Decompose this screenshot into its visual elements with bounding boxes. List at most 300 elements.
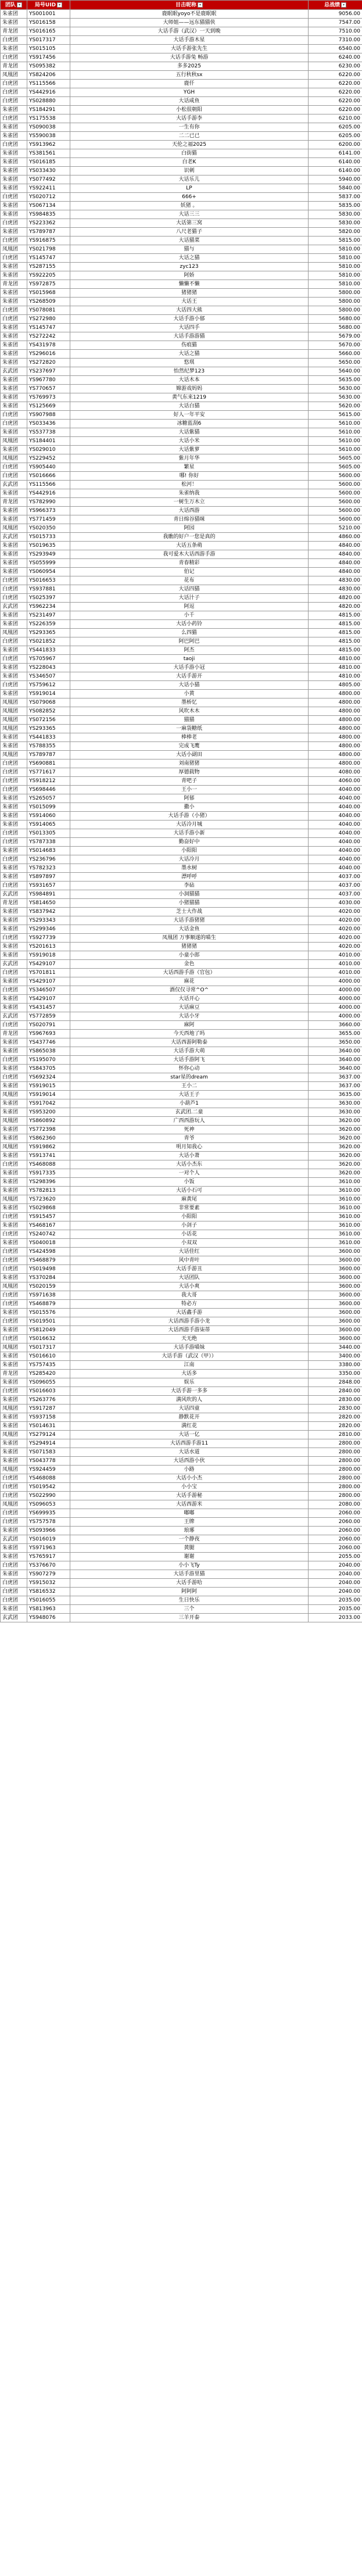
cell-score[interactable]: 3635.00 <box>309 1091 362 1099</box>
cell-score[interactable]: 2035.00 <box>309 1596 362 1605</box>
cell-team[interactable]: 白虎团 <box>1 141 27 149</box>
cell-name[interactable]: 小葫芦1 <box>70 1099 309 1108</box>
cell-team[interactable]: 朱雀团 <box>1 393 27 402</box>
table-row[interactable] <box>1 158 362 167</box>
cell-score[interactable]: 4040.00 <box>309 838 362 847</box>
cell-team[interactable]: 朱雀团 <box>1 672 27 681</box>
cell-id[interactable]: YS272242 <box>27 332 70 341</box>
cell-name[interactable]: 大话四童 <box>70 1405 309 1413</box>
table-row[interactable] <box>1 829 362 838</box>
cell-score[interactable]: 2080.00 <box>309 1500 362 1509</box>
table-row[interactable] <box>1 1387 362 1396</box>
cell-team[interactable]: 朱雀团 <box>1 1239 27 1248</box>
table-row[interactable] <box>1 1030 362 1038</box>
table-row[interactable] <box>1 27 362 36</box>
cell-team[interactable]: 朱雀团 <box>1 620 27 629</box>
cell-score[interactable]: 3637.00 <box>309 1082 362 1091</box>
table-row[interactable] <box>1 786 362 794</box>
cell-name[interactable]: 非常要素 <box>70 1204 309 1213</box>
cell-id[interactable]: YS967780 <box>27 376 70 385</box>
cell-id[interactable]: YS381561 <box>27 149 70 158</box>
cell-name[interactable]: 大话西游小伙 <box>70 1457 309 1466</box>
cell-id[interactable]: YS017317 <box>27 36 70 45</box>
cell-score[interactable]: 4020.00 <box>309 925 362 934</box>
cell-score[interactable]: 2800.00 <box>309 1457 362 1466</box>
cell-id[interactable]: YS984891 <box>27 890 70 899</box>
table-row[interactable] <box>1 367 362 376</box>
cell-id[interactable]: YS468879 <box>27 1256 70 1265</box>
cell-id[interactable]: YS020791 <box>27 1021 70 1030</box>
cell-id[interactable]: YS757578 <box>27 1518 70 1527</box>
cell-team[interactable]: 白虎团 <box>1 1291 27 1300</box>
cell-id[interactable]: YS016055 <box>27 1596 70 1605</box>
cell-name[interactable]: 大话西游阿勒泰 <box>70 1038 309 1047</box>
cell-score[interactable]: 4020.00 <box>309 943 362 951</box>
table-row[interactable] <box>1 1483 362 1492</box>
cell-id[interactable]: YS913741 <box>27 1152 70 1160</box>
cell-team[interactable]: 凤凰团 <box>1 245 27 254</box>
table-row[interactable] <box>1 768 362 777</box>
cell-id[interactable]: YS033436 <box>27 420 70 428</box>
cell-score[interactable]: 6140.00 <box>309 167 362 175</box>
table-row[interactable] <box>1 324 362 332</box>
cell-name[interactable]: 大话手游猪猪 <box>70 916 309 925</box>
cell-id[interactable]: YS014631 <box>27 1422 70 1431</box>
cell-id[interactable]: YS125669 <box>27 402 70 411</box>
table-row[interactable] <box>1 847 362 855</box>
cell-id[interactable]: YS096053 <box>27 1500 70 1509</box>
cell-score[interactable]: 2830.00 <box>309 1396 362 1405</box>
cell-name[interactable]: 大话佳红 <box>70 1248 309 1256</box>
cell-name[interactable]: 大话小牙 <box>70 1012 309 1021</box>
cell-id[interactable]: YS287155 <box>27 263 70 271</box>
cell-team[interactable]: 凤凰团 <box>1 71 27 80</box>
cell-score[interactable]: 3650.00 <box>309 1038 362 1047</box>
cell-team[interactable]: 朱雀团 <box>1 341 27 350</box>
table-row[interactable] <box>1 402 362 411</box>
cell-score[interactable]: 4030.00 <box>309 899 362 908</box>
cell-id[interactable]: YS067134 <box>27 202 70 210</box>
cell-team[interactable]: 朱雀团 <box>1 158 27 167</box>
cell-team[interactable]: 白虎团 <box>1 237 27 245</box>
cell-team[interactable]: 白虎团 <box>1 1588 27 1596</box>
cell-id[interactable]: YS019501 <box>27 1317 70 1326</box>
cell-team[interactable]: 白虎团 <box>1 411 27 420</box>
cell-team[interactable]: 朱雀团 <box>1 1309 27 1317</box>
cell-score[interactable]: 3600.00 <box>309 1282 362 1291</box>
cell-team[interactable]: 凤凰团 <box>1 1117 27 1126</box>
cell-name[interactable]: 大话西游手游11 <box>70 1439 309 1448</box>
cell-team[interactable]: 白虎团 <box>1 882 27 890</box>
cell-team[interactable]: 白虎团 <box>1 53 27 62</box>
table-row[interactable] <box>1 1099 362 1108</box>
cell-score[interactable]: 4040.00 <box>309 821 362 829</box>
cell-team[interactable]: 朱雀团 <box>1 132 27 141</box>
cell-name[interactable]: 大话紫猫 <box>70 428 309 437</box>
cell-team[interactable]: 青龙团 <box>1 498 27 507</box>
table-row[interactable] <box>1 1439 362 1448</box>
table-row[interactable] <box>1 1021 362 1030</box>
table-row[interactable] <box>1 428 362 437</box>
cell-id[interactable]: YS442916 <box>27 489 70 498</box>
cell-team[interactable]: 白虎团 <box>1 777 27 786</box>
cell-name[interactable]: 风吹木木 <box>70 707 309 716</box>
cell-team[interactable]: 朱雀团 <box>1 542 27 550</box>
cell-team[interactable]: 青龙团 <box>1 27 27 36</box>
table-row[interactable] <box>1 1178 362 1187</box>
cell-score[interactable]: 4840.00 <box>309 568 362 576</box>
cell-score[interactable]: 4040.00 <box>309 812 362 821</box>
cell-team[interactable]: 玄武团 <box>1 533 27 542</box>
table-row[interactable] <box>1 672 362 681</box>
table-row[interactable] <box>1 463 362 472</box>
table-row[interactable] <box>1 106 362 114</box>
table-row[interactable] <box>1 1195 362 1204</box>
table-row[interactable] <box>1 420 362 428</box>
table-row[interactable] <box>1 594 362 603</box>
cell-id[interactable]: YS272820 <box>27 359 70 367</box>
cell-id[interactable]: YS919014 <box>27 690 70 698</box>
cell-team[interactable]: 朱雀团 <box>1 359 27 367</box>
cell-id[interactable]: YS022990 <box>27 1492 70 1500</box>
cell-name[interactable]: 鹿眠眠yoyo不是鹿眠眠 <box>70 10 309 19</box>
cell-score[interactable]: 4800.00 <box>309 742 362 751</box>
cell-score[interactable]: 2840.00 <box>309 1387 362 1396</box>
cell-id[interactable]: YS931657 <box>27 882 70 890</box>
cell-id[interactable]: YS184401 <box>27 437 70 446</box>
cell-score[interactable]: 2810.00 <box>309 1431 362 1439</box>
table-row[interactable] <box>1 655 362 664</box>
cell-team[interactable]: 朱雀团 <box>1 1422 27 1431</box>
cell-name[interactable]: 小黄 <box>70 690 309 698</box>
cell-name[interactable]: 大话五条萌 <box>70 542 309 550</box>
cell-team[interactable]: 白虎团 <box>1 681 27 690</box>
cell-score[interactable]: 6205.00 <box>309 123 362 132</box>
cell-score[interactable]: 2040.00 <box>309 1588 362 1596</box>
cell-team[interactable]: 朱雀团 <box>1 1457 27 1466</box>
cell-id[interactable]: YS917287 <box>27 1405 70 1413</box>
cell-team[interactable]: 凤凰团 <box>1 707 27 716</box>
table-row[interactable] <box>1 132 362 141</box>
cell-team[interactable]: 白虎团 <box>1 1483 27 1492</box>
cell-id[interactable]: YS293343 <box>27 916 70 925</box>
cell-score[interactable]: 2800.00 <box>309 1466 362 1474</box>
cell-score[interactable]: 4020.00 <box>309 916 362 925</box>
table-row[interactable] <box>1 210 362 219</box>
table-row[interactable] <box>1 1004 362 1012</box>
cell-name[interactable]: 大话金鱼 <box>70 925 309 934</box>
cell-id[interactable]: YS020350 <box>27 524 70 533</box>
cell-team[interactable]: 白虎团 <box>1 1230 27 1239</box>
cell-name[interactable]: 静默花开 <box>70 1413 309 1422</box>
cell-id[interactable]: YS429107 <box>27 995 70 1004</box>
cell-score[interactable]: 5615.00 <box>309 411 362 420</box>
cell-team[interactable]: 朱雀团 <box>1 1134 27 1143</box>
cell-id[interactable]: YS971963 <box>27 1544 70 1553</box>
cell-team[interactable]: 朱雀团 <box>1 298 27 306</box>
table-row[interactable] <box>1 986 362 995</box>
table-row[interactable] <box>1 263 362 271</box>
cell-name[interactable]: 大话手游喵妹 <box>70 1343 309 1352</box>
cell-team[interactable]: 朱雀团 <box>1 1527 27 1535</box>
cell-team[interactable]: 朱雀团 <box>1 1378 27 1387</box>
table-row[interactable] <box>1 141 362 149</box>
cell-id[interactable]: YS226359 <box>27 620 70 629</box>
table-row[interactable] <box>1 36 362 45</box>
cell-name[interactable]: 青日绵谷猫咪 <box>70 515 309 524</box>
cell-team[interactable]: 白虎团 <box>1 829 27 838</box>
cell-team[interactable]: 白虎团 <box>1 1213 27 1221</box>
filter-dropdown-icon[interactable]: ▾ <box>57 2 62 8</box>
table-row[interactable] <box>1 80 362 88</box>
cell-score[interactable]: 6220.00 <box>309 106 362 114</box>
cell-score[interactable]: 2040.00 <box>309 1561 362 1570</box>
cell-name[interactable]: 漂呼呼 <box>70 873 309 882</box>
table-row[interactable] <box>1 1553 362 1561</box>
cell-score[interactable]: 4040.00 <box>309 864 362 873</box>
table-row[interactable] <box>1 1396 362 1405</box>
cell-id[interactable]: YS043778 <box>27 1457 70 1466</box>
filter-dropdown-icon[interactable]: ▾ <box>198 2 203 8</box>
table-row[interactable] <box>1 1431 362 1439</box>
table-row[interactable] <box>1 446 362 454</box>
cell-name[interactable]: 墨水树 <box>70 864 309 873</box>
cell-score[interactable]: 5810.00 <box>309 263 362 271</box>
cell-name[interactable]: 大话木本 <box>70 376 309 385</box>
cell-score[interactable]: 2035.00 <box>309 1605 362 1614</box>
cell-name[interactable]: 满风吹的人 <box>70 1396 309 1405</box>
cell-team[interactable]: 朱雀团 <box>1 1038 27 1047</box>
cell-team[interactable]: 朱雀团 <box>1 184 27 193</box>
cell-name[interactable]: 紫月年华 <box>70 454 309 463</box>
cell-id[interactable]: YS765917 <box>27 1553 70 1561</box>
cell-score[interactable]: 5650.00 <box>309 359 362 367</box>
cell-name[interactable]: 大话四手 <box>70 324 309 332</box>
table-row[interactable] <box>1 454 362 463</box>
cell-score[interactable]: 3620.00 <box>309 1126 362 1134</box>
cell-name[interactable]: 今天西地了吗 <box>70 1030 309 1038</box>
cell-name[interactable]: 谢谢 <box>70 1553 309 1561</box>
table-row[interactable] <box>1 184 362 193</box>
cell-team[interactable]: 朱雀团 <box>1 324 27 332</box>
cell-score[interactable]: 6220.00 <box>309 97 362 106</box>
cell-score[interactable]: 5830.00 <box>309 210 362 219</box>
table-row[interactable] <box>1 507 362 515</box>
cell-name[interactable]: 大话三三 <box>70 210 309 219</box>
cell-team[interactable]: 朱雀团 <box>1 1047 27 1056</box>
table-row[interactable] <box>1 951 362 960</box>
table-row[interactable] <box>1 175 362 184</box>
table-row[interactable] <box>1 812 362 821</box>
cell-name[interactable]: 阿园 <box>70 524 309 533</box>
cell-score[interactable]: 6205.00 <box>309 132 362 141</box>
cell-team[interactable]: 朱雀团 <box>1 263 27 271</box>
cell-score[interactable]: 7510.00 <box>309 27 362 36</box>
cell-team[interactable]: 朱雀团 <box>1 1187 27 1195</box>
table-row[interactable] <box>1 1047 362 1056</box>
cell-name[interactable]: 大话之猫 <box>70 350 309 359</box>
cell-score[interactable]: 3620.00 <box>309 1152 362 1160</box>
cell-score[interactable]: 5600.00 <box>309 507 362 515</box>
cell-team[interactable]: 白虎团 <box>1 986 27 995</box>
cell-team[interactable]: 凤凰团 <box>1 1431 27 1439</box>
cell-score[interactable]: 2060.00 <box>309 1527 362 1535</box>
cell-score[interactable]: 6230.00 <box>309 62 362 71</box>
table-row[interactable] <box>1 864 362 873</box>
cell-id[interactable]: YS096055 <box>27 1378 70 1387</box>
cell-id[interactable]: YS468088 <box>27 1474 70 1483</box>
cell-id[interactable]: YS115566 <box>27 80 70 88</box>
table-row[interactable] <box>1 359 362 367</box>
cell-name[interactable]: 大话手游游猫 <box>70 332 309 341</box>
cell-team[interactable]: 白虎团 <box>1 219 27 228</box>
table-row[interactable] <box>1 1091 362 1099</box>
table-row[interactable] <box>1 97 362 106</box>
table-row[interactable] <box>1 1291 362 1300</box>
cell-name[interactable]: 大话小副田 <box>70 751 309 759</box>
cell-score[interactable]: 5635.00 <box>309 376 362 385</box>
table-row[interactable] <box>1 1579 362 1588</box>
cell-score[interactable]: 4000.00 <box>309 977 362 986</box>
cell-team[interactable]: 白虎团 <box>1 1248 27 1256</box>
table-row[interactable] <box>1 1230 362 1239</box>
cell-score[interactable]: 7547.00 <box>309 19 362 27</box>
cell-name[interactable]: 哪! 你好 <box>70 472 309 481</box>
table-row[interactable] <box>1 1378 362 1387</box>
cell-id[interactable]: YS429107 <box>27 977 70 986</box>
cell-id[interactable]: YS021852 <box>27 637 70 646</box>
cell-name[interactable]: 二二已已 <box>70 132 309 141</box>
table-row[interactable] <box>1 1352 362 1361</box>
cell-name[interactable]: 大话手游小冠 <box>70 664 309 672</box>
cell-score[interactable]: 6540.00 <box>309 45 362 53</box>
cell-team[interactable]: 朱雀团 <box>1 1099 27 1108</box>
cell-team[interactable]: 朱雀团 <box>1 1396 27 1405</box>
cell-score[interactable]: 4800.00 <box>309 698 362 707</box>
cell-id[interactable]: YS837942 <box>27 908 70 916</box>
cell-team[interactable]: 凤凰团 <box>1 454 27 463</box>
cell-team[interactable]: 凤凰团 <box>1 751 27 759</box>
cell-id[interactable]: YS690881 <box>27 759 70 768</box>
cell-name[interactable]: 刘南猪猪 <box>70 759 309 768</box>
cell-team[interactable]: 白虎团 <box>1 838 27 847</box>
cell-team[interactable]: 朱雀团 <box>1 45 27 53</box>
cell-team[interactable]: 白虎团 <box>1 855 27 864</box>
cell-name[interactable]: 小双双 <box>70 1239 309 1248</box>
cell-name[interactable]: 阿阿阿 <box>70 1588 309 1596</box>
cell-id[interactable]: YS431978 <box>27 341 70 350</box>
cell-score[interactable]: 2800.00 <box>309 1492 362 1500</box>
cell-name[interactable]: 大话西游手游（官包） <box>70 969 309 977</box>
cell-score[interactable]: 4815.00 <box>309 629 362 637</box>
cell-score[interactable]: 2800.00 <box>309 1448 362 1457</box>
cell-id[interactable]: YS966373 <box>27 507 70 515</box>
cell-name[interactable]: 小童小郎 <box>70 951 309 960</box>
cell-id[interactable]: YS788355 <box>27 742 70 751</box>
cell-score[interactable]: 2830.00 <box>309 1405 362 1413</box>
cell-name[interactable]: 死神 <box>70 1126 309 1134</box>
table-row[interactable] <box>1 1221 362 1230</box>
cell-team[interactable]: 青龙团 <box>1 1030 27 1038</box>
table-row[interactable] <box>1 1422 362 1431</box>
cell-name[interactable]: 满红花 <box>70 1422 309 1431</box>
table-row[interactable] <box>1 1466 362 1474</box>
cell-score[interactable]: 3655.00 <box>309 1030 362 1038</box>
cell-id[interactable]: YS860892 <box>27 1117 70 1126</box>
cell-score[interactable]: 5837.00 <box>309 193 362 202</box>
cell-team[interactable]: 朱雀团 <box>1 690 27 698</box>
cell-team[interactable]: 凤凰团 <box>1 629 27 637</box>
cell-team[interactable]: 朱雀团 <box>1 402 27 411</box>
table-row[interactable] <box>1 1152 362 1160</box>
cell-team[interactable]: 朱雀团 <box>1 1004 27 1012</box>
table-row[interactable] <box>1 1056 362 1065</box>
cell-team[interactable]: 朱雀团 <box>1 1274 27 1282</box>
cell-team[interactable]: 朱雀团 <box>1 864 27 873</box>
cell-name[interactable]: 王小一 <box>70 786 309 794</box>
cell-team[interactable]: 朱雀团 <box>1 1152 27 1160</box>
cell-score[interactable]: 3637.00 <box>309 1073 362 1082</box>
cell-team[interactable]: 凤凰团 <box>1 1143 27 1152</box>
cell-name[interactable]: 妖猪 。 <box>70 202 309 210</box>
cell-score[interactable]: 4840.00 <box>309 559 362 568</box>
cell-score[interactable]: 5815.00 <box>309 237 362 245</box>
table-row[interactable] <box>1 1492 362 1500</box>
cell-name[interactable]: 大话开心 <box>70 995 309 1004</box>
cell-team[interactable]: 朱雀团 <box>1 210 27 219</box>
cell-score[interactable]: 4000.00 <box>309 1004 362 1012</box>
cell-team[interactable]: 白虎团 <box>1 768 27 777</box>
cell-score[interactable]: 3610.00 <box>309 1239 362 1248</box>
cell-team[interactable]: 白虎团 <box>1 1518 27 1527</box>
cell-name[interactable]: 大话手游小郁 <box>70 315 309 324</box>
cell-name[interactable]: 大话水道 <box>70 1448 309 1457</box>
cell-team[interactable]: 凤凰团 <box>1 1091 27 1099</box>
cell-score[interactable]: 5680.00 <box>309 315 362 324</box>
cell-team[interactable]: 白虎团 <box>1 1256 27 1265</box>
table-row[interactable] <box>1 228 362 237</box>
cell-id[interactable]: YS016653 <box>27 576 70 585</box>
cell-name[interactable]: 小话花 <box>70 1230 309 1239</box>
cell-name[interactable]: 猪猪猪 <box>70 943 309 951</box>
cell-team[interactable]: 白虎团 <box>1 934 27 943</box>
cell-team[interactable]: 白虎团 <box>1 420 27 428</box>
table-row[interactable] <box>1 882 362 890</box>
cell-team[interactable]: 白虎团 <box>1 1317 27 1326</box>
cell-team[interactable]: 朱雀团 <box>1 1082 27 1091</box>
cell-team[interactable]: 朱雀团 <box>1 1326 27 1335</box>
cell-score[interactable]: 2033.00 <box>309 1614 362 1622</box>
cell-score[interactable]: 3620.00 <box>309 1117 362 1126</box>
cell-id[interactable]: YS919014 <box>27 1091 70 1099</box>
cell-team[interactable]: 朱雀团 <box>1 1361 27 1370</box>
cell-team[interactable]: 凤凰团 <box>1 437 27 446</box>
cell-id[interactable]: YS971638 <box>27 1291 70 1300</box>
table-row[interactable] <box>1 515 362 524</box>
cell-id[interactable]: YS424598 <box>27 1248 70 1256</box>
cell-team[interactable]: 朱雀团 <box>1 123 27 132</box>
cell-name[interactable]: 大话汁子 <box>70 594 309 603</box>
cell-score[interactable]: 4810.00 <box>309 655 362 664</box>
cell-id[interactable]: YS913962 <box>27 141 70 149</box>
table-row[interactable] <box>1 1527 362 1535</box>
cell-id[interactable]: YS897897 <box>27 873 70 882</box>
cell-id[interactable]: YS816532 <box>27 1588 70 1596</box>
cell-score[interactable]: 6220.00 <box>309 80 362 88</box>
cell-name[interactable]: 阿巴阿巴 <box>70 637 309 646</box>
cell-team[interactable]: 朱雀团 <box>1 1448 27 1457</box>
cell-score[interactable]: 4000.00 <box>309 986 362 995</box>
